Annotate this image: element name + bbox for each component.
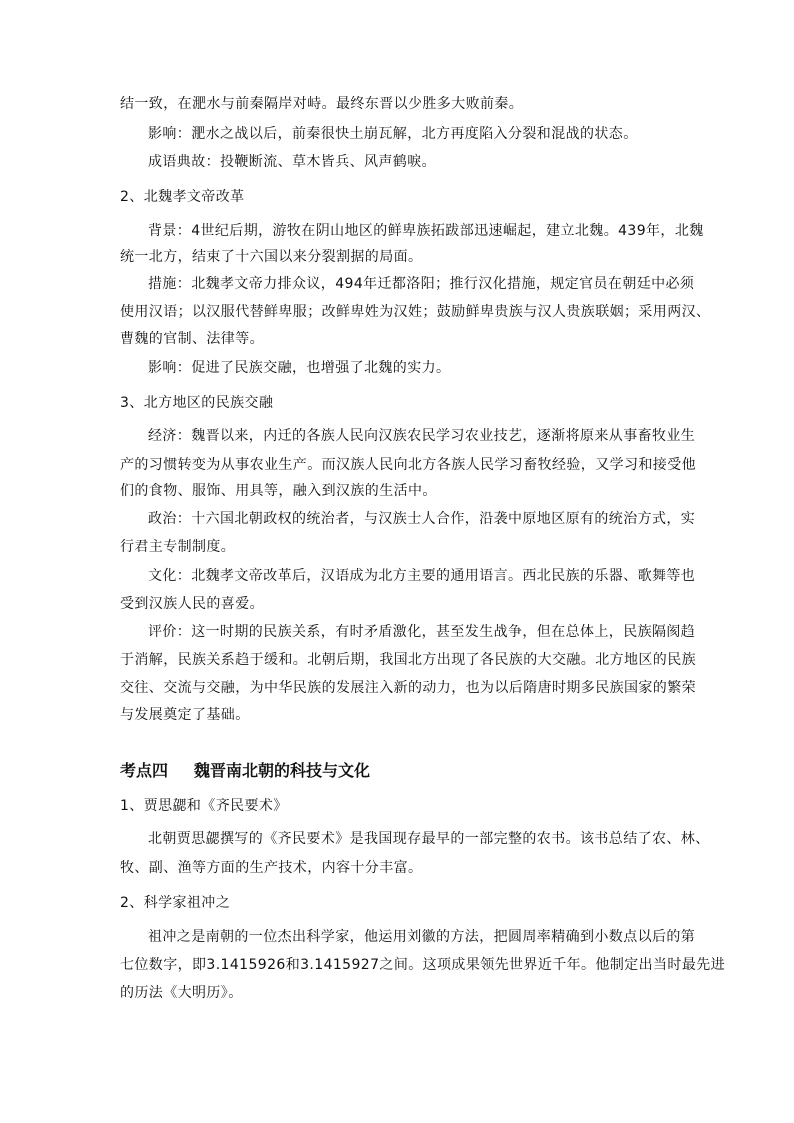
paragraph-line: 行君主专制制度。	[120, 539, 236, 555]
paragraph-line: 统一北方，结束了十六国以来分裂割据的局面。	[120, 249, 423, 265]
section-title: 魏晋南北朝的科技与文化	[194, 761, 371, 780]
paragraph-line: 北朝贾思勰撰写的《齐民要术》是我国现存最早的一部完整的农书。该书总结了农、林、	[148, 831, 710, 847]
paragraph-line: 政治：十六国北朝政权的统治者，与汉族士人合作，沿袭中原地区原有的统治方式，实	[148, 511, 696, 527]
paragraph-line: 结一致，在淝水与前秦隔岸对峙。最终东晋以少胜多大败前秦。	[120, 96, 524, 112]
section-heading	[120, 760, 370, 782]
paragraph-line: 的历法《大明历》。	[120, 985, 243, 1001]
paragraph-line: 经济：魏晋以来，内迁的各族人民向汉族农民学习农业技艺，逐渐将原来从事畜牧业生	[148, 428, 696, 444]
paragraph-line: 评价：这一时期的民族关系，有时矛盾激化，甚至发生战争，但在总体上，民族隔阂趋	[148, 624, 696, 640]
paragraph-line: 曹魏的官制、法律等。	[120, 331, 264, 347]
paragraph-line: 于消解，民族关系趋于缓和。北朝后期，我国北方出现了各民族的大交融。北方地区的民族	[120, 652, 696, 668]
paragraph-line: 背景：4世纪后期，游牧在阴山地区的鲜卑族拓跋部迅速崛起，建立北魏。439年，北魏	[148, 223, 704, 239]
paragraph-line: 祖冲之是南朝的一位杰出科学家，他运用刘徽的方法，把圆周率精确到小数点以后的第	[148, 929, 696, 945]
paragraph-line: 七位数字，即3.1415926和3.1415927之间。这项成果领先世界近千年。他制定出当时最先进	[120, 957, 726, 973]
paragraph-line: 成语典故：投鞭断流、草木皆兵、风声鹤唳。	[148, 154, 436, 170]
subheading: 3、北方地区的民族交融	[120, 395, 274, 411]
subheading: 2、科学家祖冲之	[120, 895, 231, 911]
subheading: 2、北魏孝文帝改革	[120, 189, 245, 205]
paragraph-line: 文化：北魏孝文帝改革后，汉语成为北方主要的通用语言。西北民族的乐器、歌舞等也	[148, 568, 696, 584]
paragraph-line: 牧、副、渔等方面的生产技术，内容十分丰富。	[120, 860, 423, 876]
paragraph-line: 影响：促进了民族交融，也增强了北魏的实力。	[148, 360, 451, 376]
paragraph-line: 们的食物、服饰、用具等，融入到汉族的生活中。	[120, 483, 437, 499]
subheading: 1、贾思勰和《齐民要术》	[120, 798, 288, 814]
paragraph-line: 措施：北魏孝文帝力排众议，494年迁都洛阳；推行汉化措施，规定官员在朝廷中必须	[148, 276, 695, 292]
paragraph-line: 受到汉族人民的喜爱。	[120, 596, 264, 612]
paragraph-line: 交往、交流与交融，为中华民族的发展注入新的动力，也为以后隋唐时期多民族国家的繁荣	[120, 680, 696, 696]
paragraph-line: 使用汉语；以汉服代替鲜卑服；改鲜卑姓为汉姓；鼓励鲜卑贵族与汉人贵族联姻；采用两汉、	[120, 304, 711, 320]
section-label: 考点四	[120, 761, 169, 780]
paragraph-line: 影响：淝水之战以后，前秦很快土崩瓦解，北方再度陷入分裂和混战的状态。	[148, 126, 638, 142]
paragraph-line: 与发展奠定了基础。	[120, 707, 250, 723]
paragraph-line: 产的习惯转变为从事农业生产。而汉族人民向北方各族人民学习畜牧经验，又学习和接受他	[120, 457, 696, 473]
